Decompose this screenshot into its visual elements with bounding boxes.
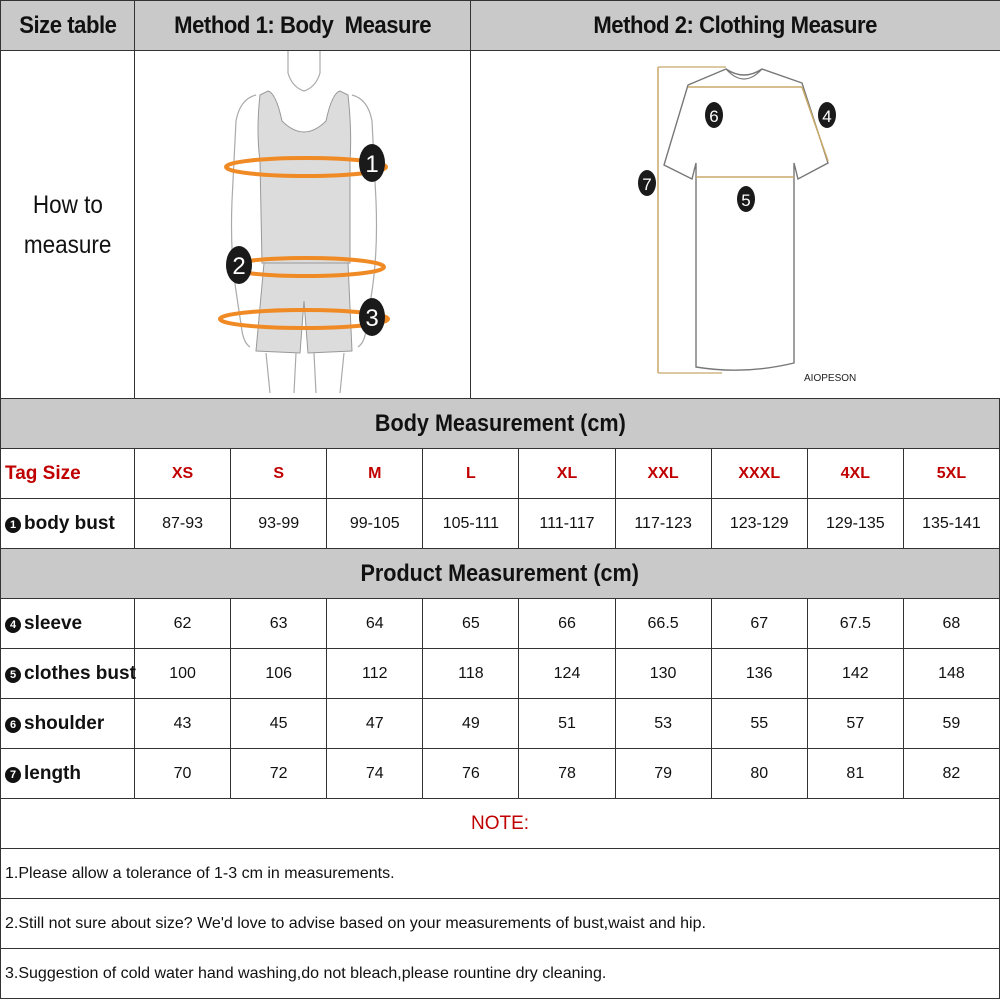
table-cell: 111-117	[519, 499, 615, 549]
table-cell: 82	[903, 749, 999, 799]
table-cell: 55	[711, 699, 807, 749]
table-cell: 62	[135, 599, 231, 649]
table-row-clothes-bust	[1, 649, 1000, 699]
table-cell: 78	[519, 749, 615, 799]
top-table	[0, 0, 1000, 399]
number-badge-icon: 5	[5, 667, 21, 683]
table-cell: 129-135	[807, 499, 903, 549]
table-cell: 124	[519, 649, 615, 699]
table-cell: 117-123	[615, 499, 711, 549]
table-cell: 59	[903, 699, 999, 749]
marker-3	[359, 298, 385, 336]
size-table-title: Size table	[18, 11, 117, 39]
table-cell: 65	[423, 599, 519, 649]
size-l: L	[423, 449, 519, 499]
method2-title: Method 2: Clothing Measure	[593, 11, 878, 39]
tag-size-label: Tag Size	[1, 449, 135, 499]
size-xl: XL	[519, 449, 615, 499]
table-cell: 100	[135, 649, 231, 699]
row-label-body-bust: 1 body bust	[1, 499, 135, 549]
table-cell: 130	[615, 649, 711, 699]
body-figure-illustration	[136, 51, 470, 393]
product-measurement-title: Product Measurement (cm)	[360, 559, 640, 587]
tshirt-shape	[664, 69, 828, 370]
marker-2-label: 2	[231, 253, 246, 280]
size-xxl: XXL	[615, 449, 711, 499]
table-cell: 53	[615, 699, 711, 749]
marker-4-label: 4	[821, 107, 832, 126]
table-cell: 112	[327, 649, 423, 699]
table-cell: 87-93	[135, 499, 231, 549]
table-cell: 118	[423, 649, 519, 699]
marker-5-label: 5	[740, 191, 751, 210]
size-xxxl: XXXL	[711, 449, 807, 499]
method1-title: Method 1: Body Measure	[174, 11, 431, 39]
how-to-line2: measure	[23, 230, 112, 259]
size-xs: XS	[135, 449, 231, 499]
marker-1	[359, 144, 385, 182]
size-m: M	[327, 449, 423, 499]
measurement-table	[0, 398, 1000, 999]
table-cell: 79	[615, 749, 711, 799]
clothing-diagram-cell	[471, 51, 1000, 399]
marker-7-label: 7	[641, 175, 652, 194]
table-cell: 81	[807, 749, 903, 799]
how-to-measure-cell	[1, 51, 135, 399]
row-label-length: 7 length	[1, 749, 135, 799]
body-measurement-title: Body Measurement (cm)	[374, 409, 626, 437]
table-cell: 99-105	[327, 499, 423, 549]
size-4xl: 4XL	[807, 449, 903, 499]
marker-2	[226, 246, 252, 284]
note-line-2: 2.Still not sure about size? We'd love to advise based on your measurements of bust,waist and hip.	[1, 899, 1000, 949]
table-cell: 74	[327, 749, 423, 799]
brand-label: AIOPESON	[803, 373, 856, 384]
table-cell: 76	[423, 749, 519, 799]
row-label-clothes-bust: 5 clothes bust	[1, 649, 135, 699]
table-cell: 68	[903, 599, 999, 649]
table-cell: 49	[423, 699, 519, 749]
table-cell: 123-129	[711, 499, 807, 549]
marker-5	[737, 186, 755, 212]
note-line-3: 3.Suggestion of cold water hand washing,do not bleach,please rountine dry cleaning.	[1, 949, 1000, 999]
table-cell: 67.5	[807, 599, 903, 649]
note-title: NOTE:	[1, 799, 1000, 849]
table-row-length	[1, 749, 1000, 799]
body-diagram-cell	[135, 51, 471, 399]
how-to-line1: How to	[32, 190, 103, 219]
table-cell: 142	[807, 649, 903, 699]
table-cell: 136	[711, 649, 807, 699]
marker-6-label: 6	[708, 107, 719, 126]
table-cell: 93-99	[231, 499, 327, 549]
row-label-shoulder: 6 shoulder	[1, 699, 135, 749]
table-cell: 67	[711, 599, 807, 649]
number-badge-icon: 7	[5, 767, 21, 783]
table-cell: 66.5	[615, 599, 711, 649]
number-badge-icon: 1	[5, 517, 21, 533]
table-cell: 72	[231, 749, 327, 799]
table-cell: 64	[327, 599, 423, 649]
table-cell: 43	[135, 699, 231, 749]
table-cell: 45	[231, 699, 327, 749]
note-line-1: 1.Please allow a tolerance of 1-3 cm in measurements.	[1, 849, 1000, 899]
table-cell: 63	[231, 599, 327, 649]
method2-header	[471, 1, 1000, 51]
size-s: S	[231, 449, 327, 499]
table-cell: 148	[903, 649, 999, 699]
table-cell: 80	[711, 749, 807, 799]
table-cell: 57	[807, 699, 903, 749]
number-badge-icon: 4	[5, 617, 21, 633]
table-cell: 47	[327, 699, 423, 749]
body-measurement-header	[1, 399, 1000, 449]
size-table-header	[1, 1, 135, 51]
method1-header	[135, 1, 471, 51]
number-badge-icon: 6	[5, 717, 21, 733]
row-label-sleeve: 4 sleeve	[1, 599, 135, 649]
size-5xl: 5XL	[903, 449, 999, 499]
marker-3-label: 3	[364, 305, 379, 332]
marker-6	[705, 102, 723, 128]
marker-1-label: 1	[364, 151, 379, 178]
table-row-shoulder	[1, 699, 1000, 749]
tag-size-row	[1, 449, 1000, 499]
table-cell: 66	[519, 599, 615, 649]
table-cell: 106	[231, 649, 327, 699]
marker-4	[818, 102, 836, 128]
table-cell: 105-111	[423, 499, 519, 549]
table-row-sleeve	[1, 599, 1000, 649]
table-cell: 70	[135, 749, 231, 799]
tshirt-illustration	[472, 51, 1000, 393]
table-row-body-bust	[1, 499, 1000, 549]
table-cell: 51	[519, 699, 615, 749]
marker-7	[638, 170, 656, 196]
table-cell: 135-141	[903, 499, 999, 549]
product-measurement-header	[1, 549, 1000, 599]
